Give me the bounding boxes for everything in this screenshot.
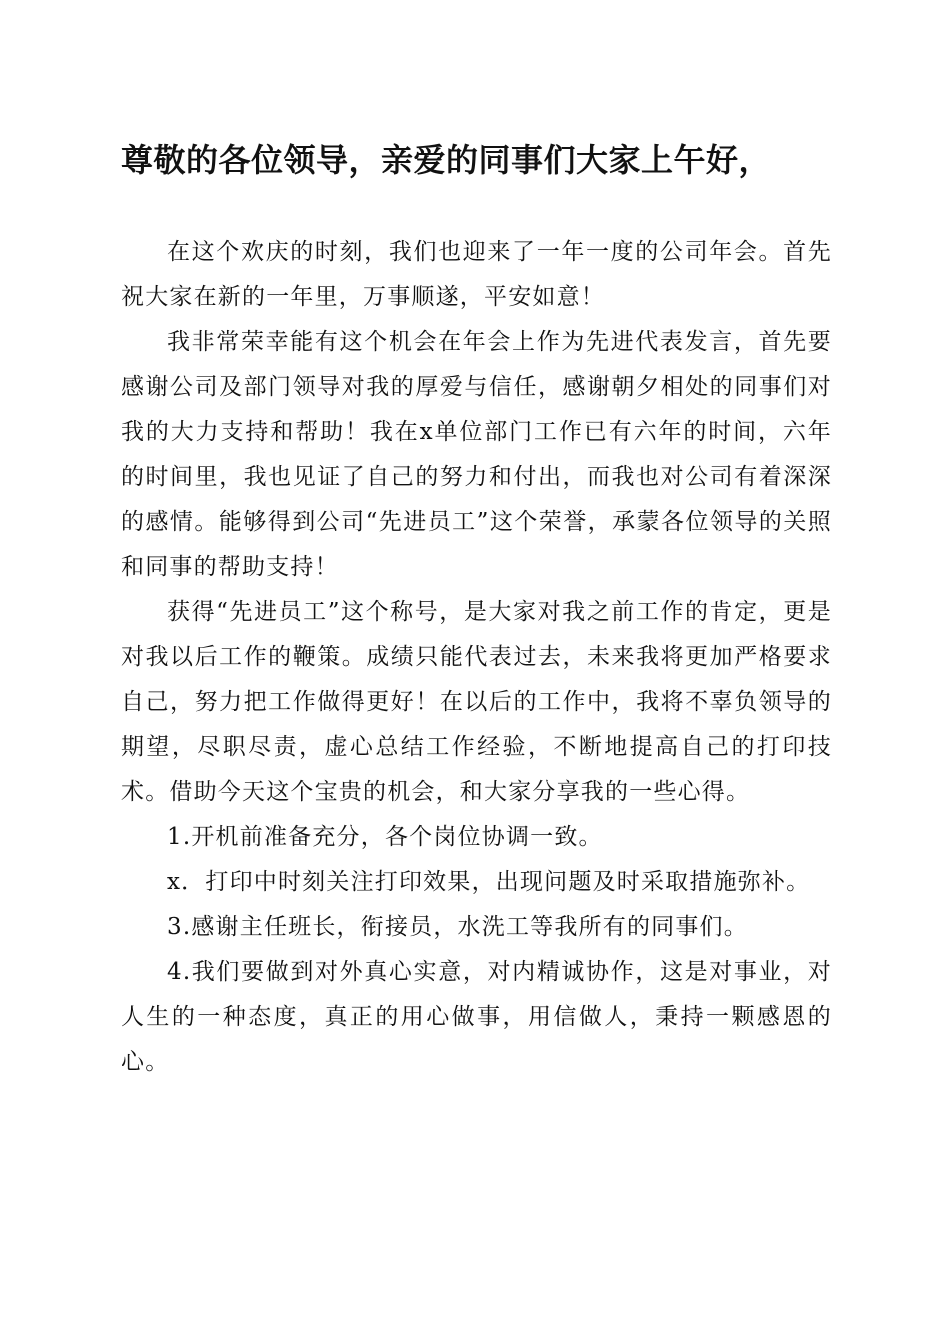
document-title: 尊敬的各位领导，亲爱的同事们大家上午好， (121, 141, 772, 179)
document-body (121, 230, 832, 1085)
paragraph-thanks: 我非常荣幸能有这个机会在年会上作为先进代表发言，首先要感谢公司及部门领导对我的厚爱与信任，感谢朝夕相处的同事们对我的大力支持和帮助！我在x单位部门工作已有六年的时间，六年的时间里，我也见证了自己的努力和付出，而我也对公司有着深深的感情。能够得到公司“先进员工”这个荣誉，承蒙各位领导的关照和同事的帮助支持！ (121, 329, 832, 580)
paragraph-honor: 获得“先进员工”这个称号，是大家对我之前工作的肯定，更是对我以后工作的鞭策。成绩只能代表过去，未来我将更加严格要求自己，努力把工作做得更好！在以后的工作中，我将不辜负领导的期望，尽职尽责，虚心总结工作经验，不断地提高自己的打印技术。借助今天这个宝贵的机会，和大家分享我的一些心得。 (121, 599, 832, 805)
list-item-2: x．打印中时刻关注打印效果，出现问题及时采取措施弥补。 (167, 869, 811, 895)
list-item-4: 4.我们要做到对外真心实意，对内精诚协作，这是对事业，对人生的一种态度，真正的用心做事，用信做人，秉持一颗感恩的心。 (121, 959, 832, 1075)
paragraph-greeting: 在这个欢庆的时刻，我们也迎来了一年一度的公司年会。首先祝大家在新的一年里，万事顺遂，平安如意！ (121, 239, 832, 310)
list-item-1: 1.开机前准备充分，各个岗位协调一致。 (167, 824, 603, 850)
list-item-3: 3.感谢主任班长，衔接员，水洗工等我所有的同事们。 (167, 914, 748, 940)
